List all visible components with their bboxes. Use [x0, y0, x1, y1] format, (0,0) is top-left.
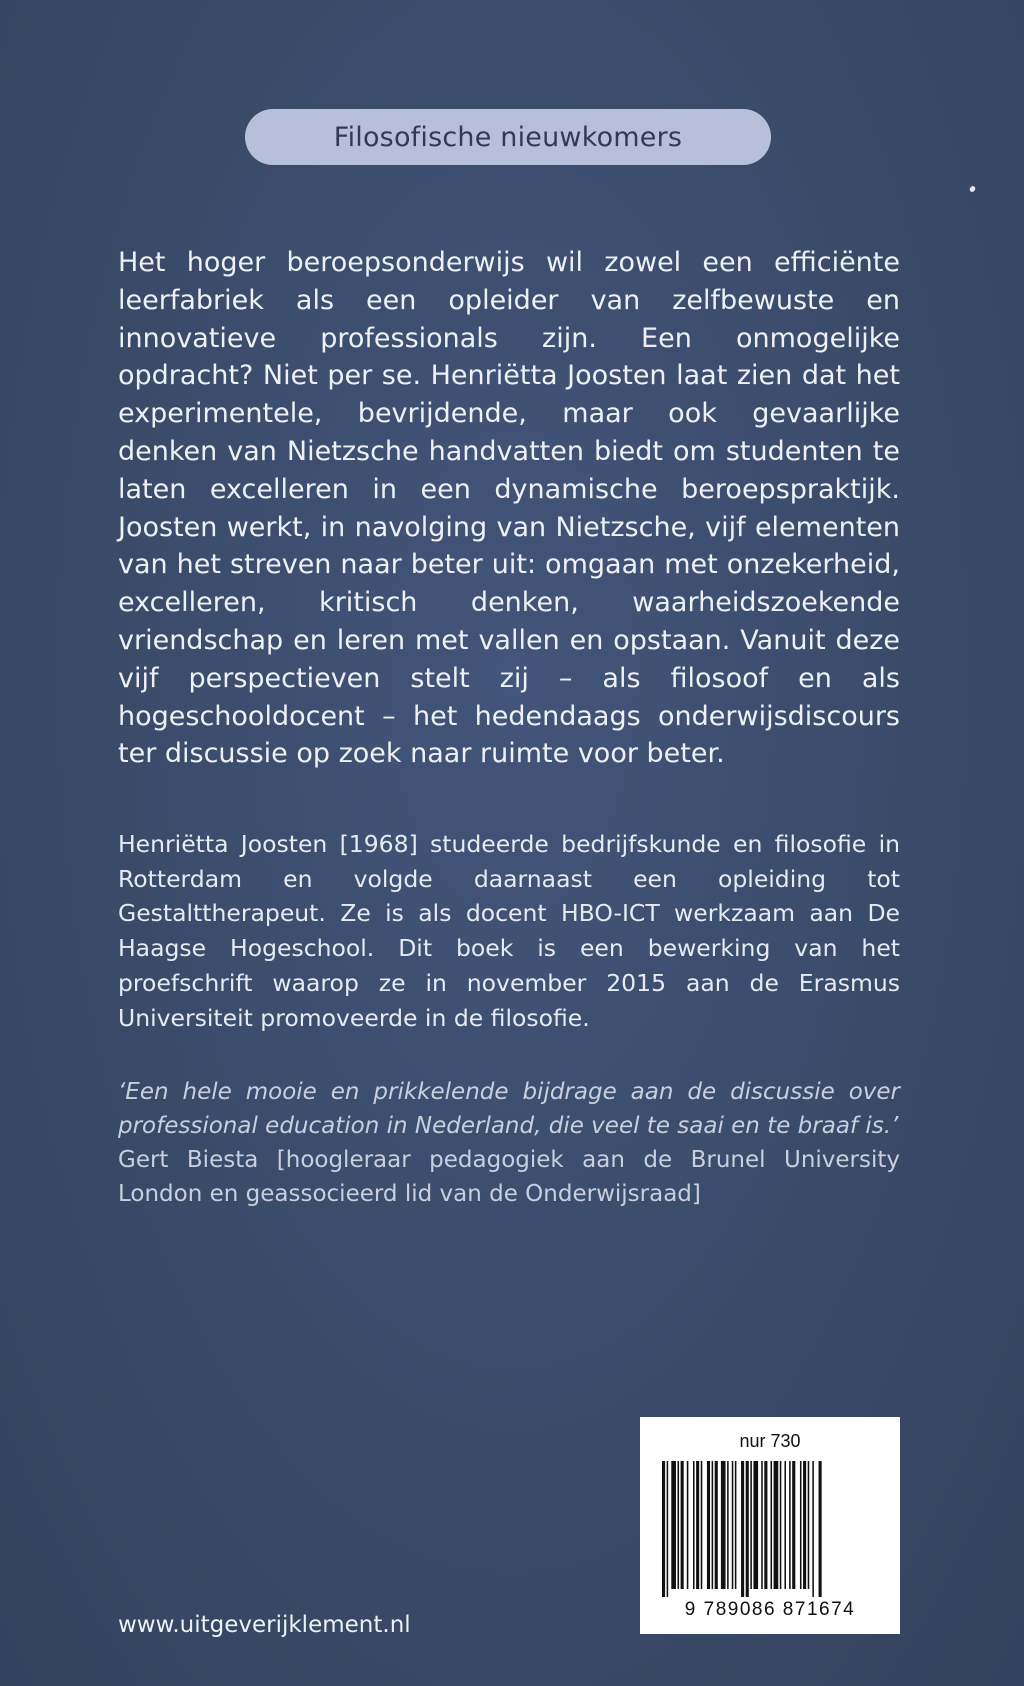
publisher-website: www.uitgeverijklement.nl: [118, 1612, 411, 1638]
series-label: [245, 109, 771, 165]
endorsement-quote: ‘Een hele mooie en prikkelende bijdrage aan de discussie over professional education in Nederland, die veel te saai en te braaf is.’: [118, 1079, 900, 1139]
author-bio: [118, 827, 900, 1035]
author-bio-text: Henriëtta Joosten [1968] studeerde bedrijfskunde en filosofie in Rotterdam en volgde daarnaast een opleiding tot Gestalttherapeut. Ze is als docent HBO-ICT werkzaam aan De Haagse Hogeschool. Dit boek is een bewerking van het proefschrift waarop ze in november 2015 aan de Erasmus Universiteit promoveerde in de filosofie.: [118, 830, 900, 1032]
barcode-panel: [640, 1417, 900, 1634]
endorsement: [118, 1075, 900, 1211]
blurb-text: Het hoger beroepsonderwijs wil zowel een efficiënte leerfabriek als een opleider van zelfbewuste en innovatieve professionals zijn. Een onmogelijke opdracht? Niet per se. Henriëtta Joosten laat zien dat het experimentele, bevrijdende, maar ook gevaarlijke denken van Nietzsche handvatten biedt om studenten te laten excelleren in een dynamische beroepspraktijk. Joosten werkt, in navolging van Nietzsche, vijf elementen van het streven naar beter uit: omgaan met onzekerheid, excelleren, kritisch denken, waarheidszoekende vriendschap en leren met vallen en opstaan. Vanuit deze vijf perspectieven stelt zij – als filosoof en als hogeschooldocent – het hedendaags onderwijsdiscours ter discussie op zoek naar ruimte voor beter.: [118, 247, 900, 770]
cover-speck: [969, 185, 977, 193]
blurb: [118, 244, 900, 773]
nur-code: nur 730: [739, 1431, 801, 1451]
barcode-icon: [662, 1461, 878, 1597]
series-title: Filosofische nieuwkomers: [333, 121, 683, 153]
isbn-number: 9 789086 871674: [684, 1599, 856, 1620]
endorsement-attribution: Gert Biesta [hoogleraar pedagogiek aan de Brunel University London en geassocieerd lid van de Onderwijsraad]: [118, 1147, 900, 1207]
